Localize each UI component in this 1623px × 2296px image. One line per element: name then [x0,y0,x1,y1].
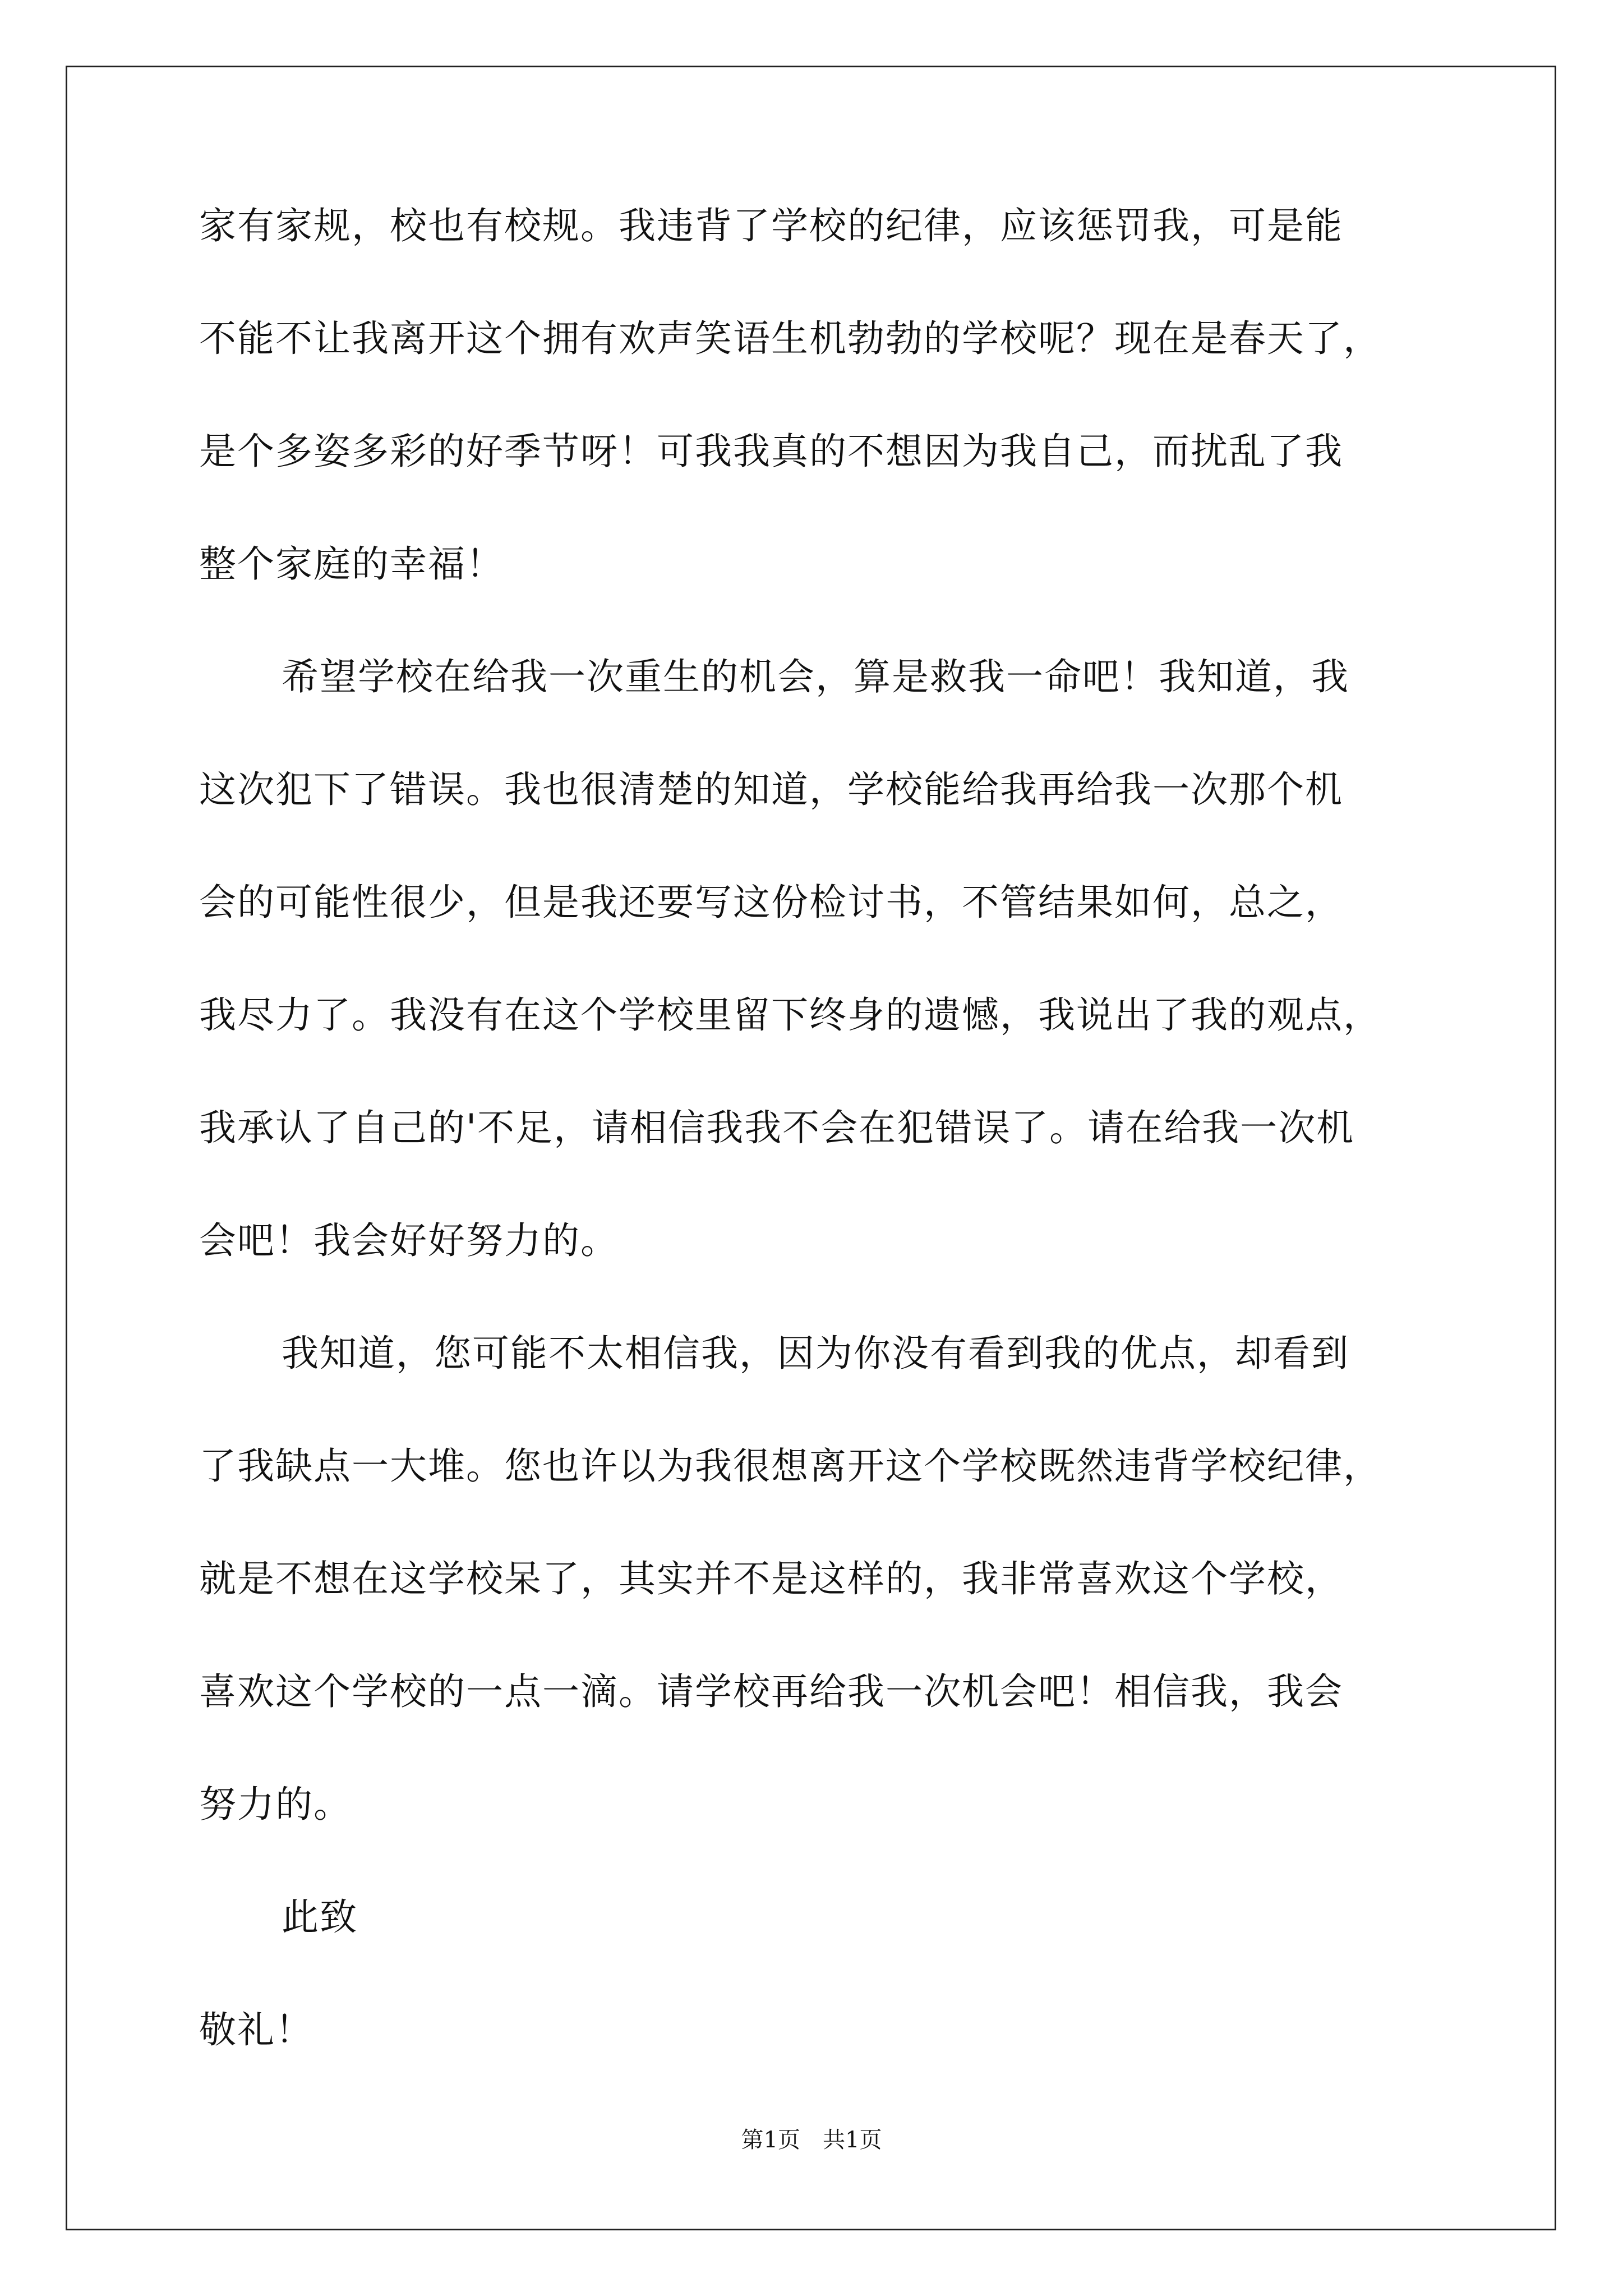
salutation-line: 此致 [282,1895,358,1939]
text-line: 家有家规，校也有校规。我违背了学校的纪律，应该惩罚我，可是能 [199,204,1343,247]
text-line: 会的可能性很少，但是我还要写这份检讨书，不管结果如何，总之， [199,881,1343,924]
text-line: 了我缺点一大堆。您也许以为我很想离开这个学校既然违背学校纪律， [199,1444,1381,1488]
text-line: 我承认了自己的'不足，请相信我我不会在犯错误了。请在给我一次机 [199,1106,1355,1149]
text-line: 是个多姿多彩的好季节呀！可我我真的不想因为我自己，而扰乱了我 [199,430,1343,473]
page-footer: 第1页 共1页 [741,2127,882,2153]
text-line: 不能不让我离开这个拥有欢声笑语生机勃勃的学校呢？现在是春天了， [199,317,1381,360]
text-line: 希望学校在给我一次重生的机会，算是救我一命吧！我知道，我 [282,655,1349,698]
text-line: 这次犯下了错误。我也很清楚的知道，学校能给我再给我一次那个机 [199,768,1343,811]
text-line: 会吧！我会好好努力的。 [199,1219,619,1262]
text-line: 喜欢这个学校的一点一滴。请学校再给我一次机会吧！相信我，我会 [199,1670,1343,1713]
text-line: 整个家庭的幸福！ [199,542,504,586]
closing-line: 敬礼！ [199,2008,313,2051]
text-line: 我尽力了。我没有在这个学校里留下终身的遗憾，我说出了我的观点， [199,993,1381,1037]
text-line: 努力的。 [199,1783,352,1826]
text-line: 我知道，您可能不太相信我，因为你没有看到我的优点，却看到 [282,1332,1349,1375]
text-line: 就是不想在这学校呆了，其实并不是这样的，我非常喜欢这个学校， [199,1557,1343,1600]
